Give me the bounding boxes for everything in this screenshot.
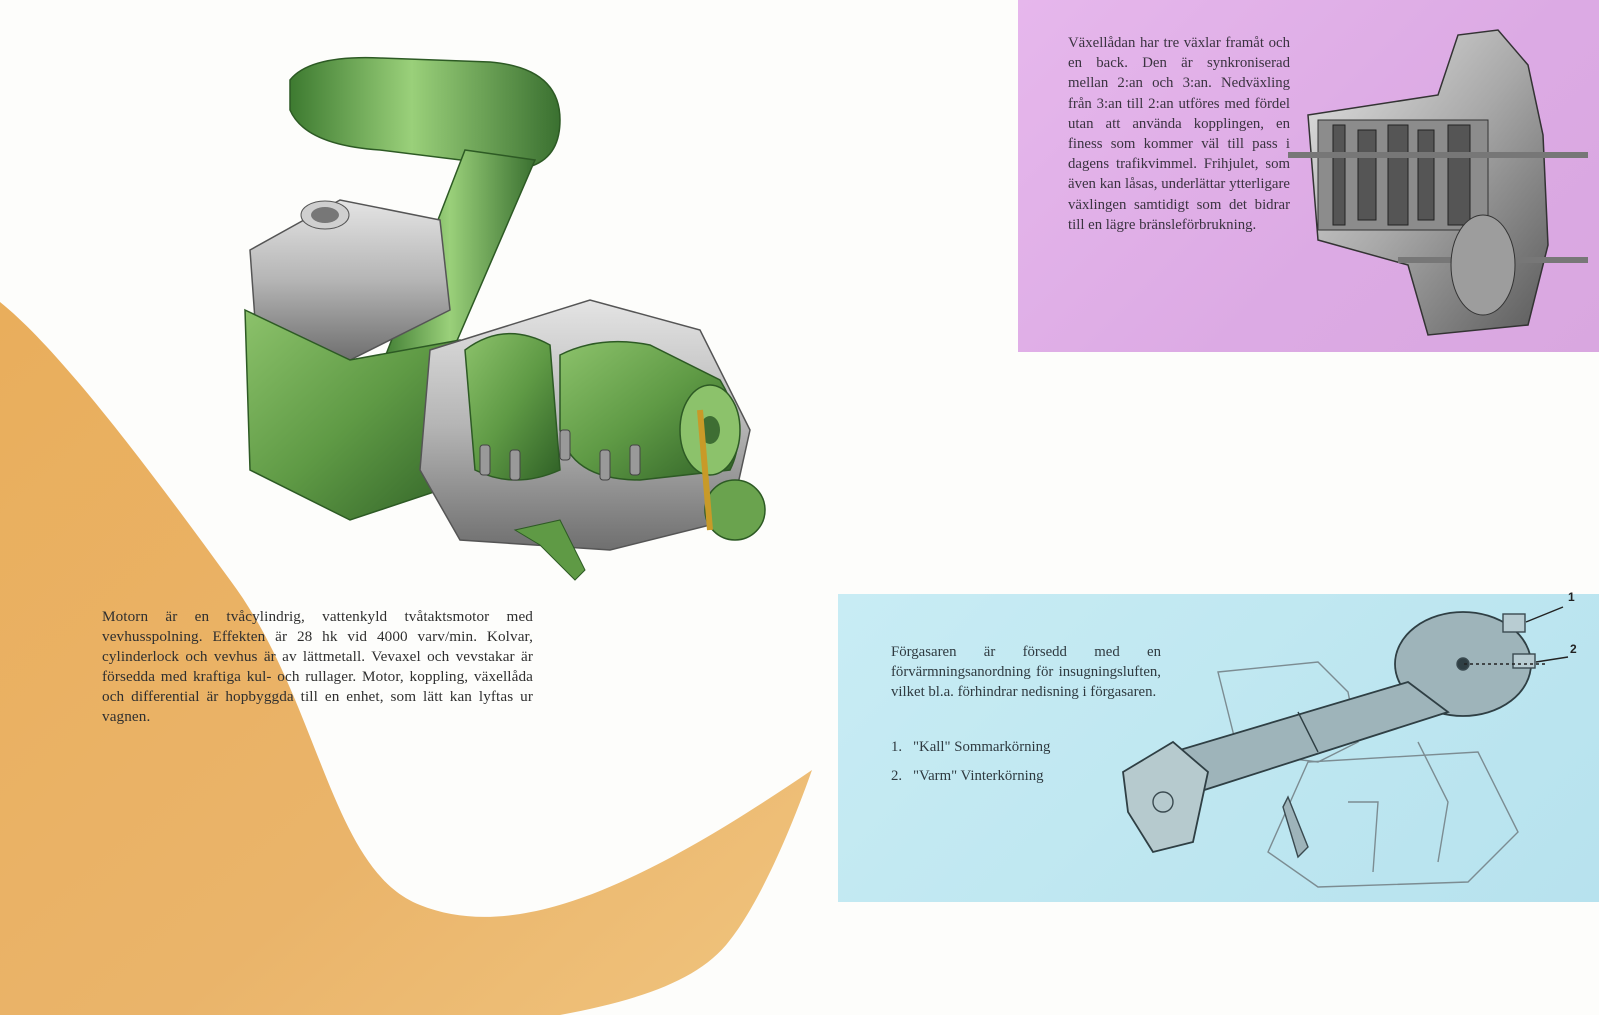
list-item-number: 1.	[891, 739, 903, 755]
gearbox-description: Växellådan har tre växlar framåt och en back. Den är synkroniserad mellan 2:an och 3:an. Nedväxling från 3:an till 2:an utföres med fördel utan att använda kopplingen, en finess som kommer väl till pass i dagens trafikvimmel. Frihjulet, som även kan låsas, underlättar ytterligare växlingen samtidigt som det bidrar till en lägre bränsleförbrukning.	[1068, 35, 1290, 233]
list-item-label: "Kall" Sommarkörning	[913, 739, 1051, 755]
gearbox-cutaway-image	[1288, 25, 1593, 340]
callout-label-2: 2	[1570, 642, 1577, 656]
engine-description: Motorn är en tvåcylindrig, vattenkyld tvåtaktsmotor med vevhusspolning. Effekten är 28 hk vid 4000 varv/min. Kolvar, cylinderlock och vevhus är av lättmetall. Vevaxel och vevstakar är försedda med kraftiga kul- och rullager. Motor, koppling, växellåda och differential är hopbyggda till en enhet, som lätt kan lyftas ur vagnen.	[102, 608, 533, 725]
carburetor-description: Förgasaren är försedd med en förvärmningsanordning för insugningsluften, vilket bl.a. förhindrar nedisning i förgasaren.	[891, 644, 1161, 700]
callout-label-1: 1	[1568, 590, 1575, 604]
carburetor-panel	[838, 590, 1599, 902]
carburetor-line-drawing	[1118, 602, 1578, 897]
list-item-label: "Varm" Vinterkörning	[913, 768, 1044, 784]
gearbox-panel	[1018, 0, 1599, 352]
list-item-number: 2.	[891, 768, 903, 784]
engine-illustration	[230, 50, 800, 595]
